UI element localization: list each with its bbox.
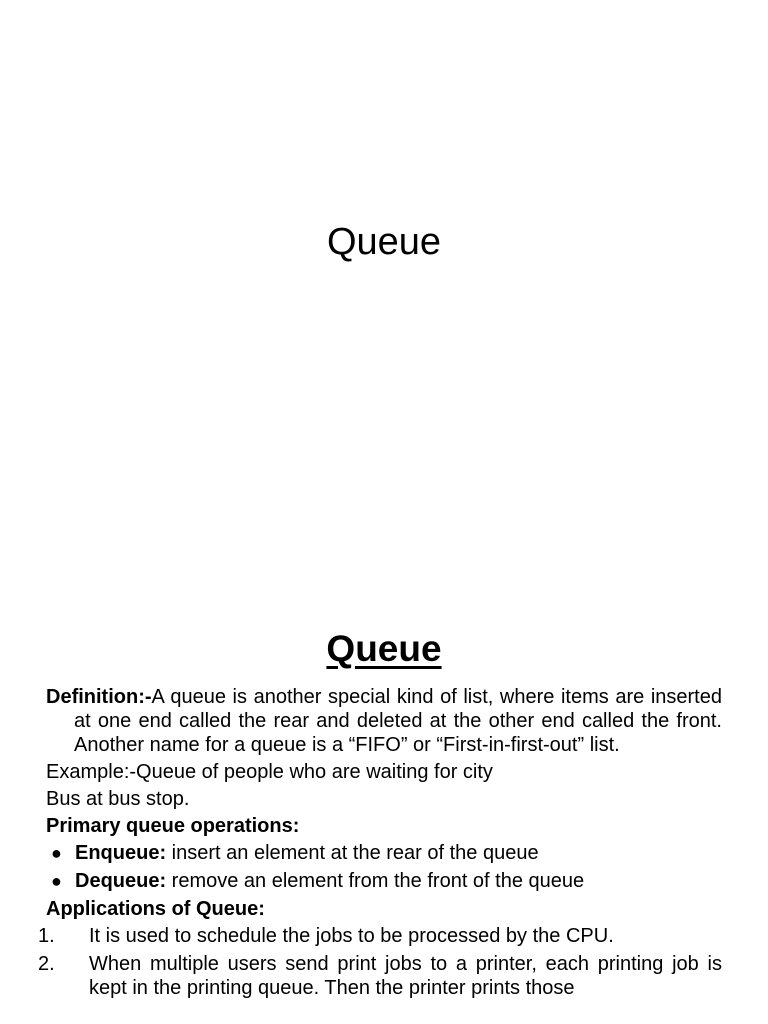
bullet-icon: ● — [51, 871, 62, 891]
operation-term: Dequeue: — [75, 870, 167, 892]
definition-text: A queue is another special kind of list, where items are inserted at one end called the rear and deleted at the other end called the front. Another name for a queue is a “FIFO” or “First-in-first-out” list. — [74, 686, 722, 756]
applications-heading: Applications of Queue: — [46, 898, 265, 920]
applications-list — [38, 924, 722, 1000]
list-item — [46, 841, 722, 865]
operations-list — [46, 841, 722, 893]
application-text: It is used to schedule the jobs to be processed by the CPU. — [89, 925, 614, 947]
slide-heading: Queue — [326, 628, 442, 669]
definition-label: Definition:- — [46, 686, 152, 708]
example-line: Example:-Queue of people who are waiting for city — [46, 761, 493, 783]
example-line-continued: Bus at bus stop. — [46, 788, 190, 810]
application-text: When multiple users send print jobs to a printer, each printing job is kept in the printing queue. Then the printer prints those — [89, 953, 722, 999]
slide-body — [38, 685, 722, 1004]
list-item — [38, 924, 722, 948]
bullet-icon: ● — [51, 843, 62, 863]
operation-description: insert an element at the rear of the queue — [166, 842, 539, 864]
definition-paragraph — [46, 685, 722, 757]
slide-title: Queue — [326, 221, 442, 263]
operations-heading: Primary queue operations: — [46, 815, 300, 837]
list-item — [38, 952, 722, 1000]
list-number: 2. — [38, 953, 55, 975]
operation-description: remove an element from the front of the queue — [166, 870, 585, 892]
operation-term: Enqueue: — [75, 842, 167, 864]
list-item — [46, 869, 722, 893]
list-number: 1. — [38, 925, 55, 947]
